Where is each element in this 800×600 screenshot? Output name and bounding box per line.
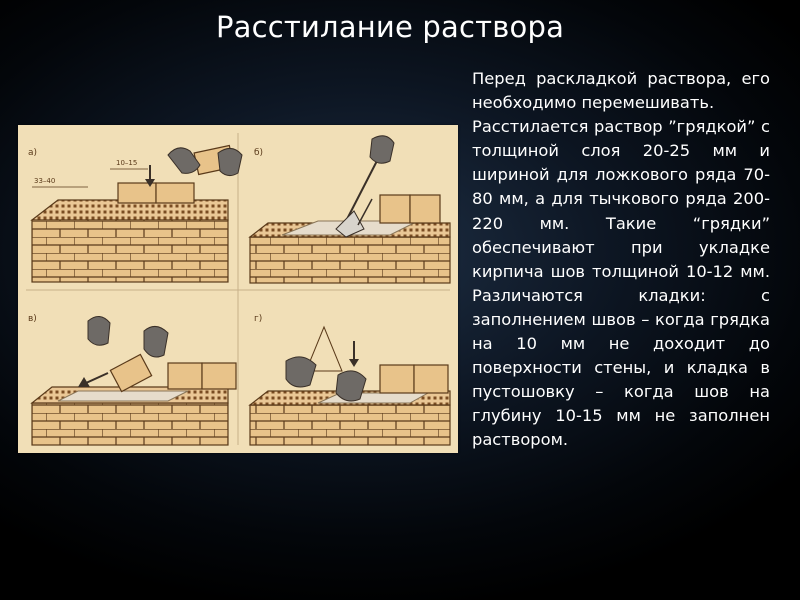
brick-wall: [250, 237, 450, 283]
brick-wall: [32, 220, 228, 282]
panel-d-label: г): [254, 314, 263, 324]
panel-a: [28, 145, 242, 282]
panel-c: [28, 314, 236, 445]
bricklaying-drawing: [18, 125, 458, 453]
panel-c-label: в): [28, 314, 37, 324]
slide-body: [472, 67, 770, 453]
brick: [156, 183, 194, 203]
bricklaying-illustration: [18, 125, 458, 453]
brick: [414, 365, 448, 393]
brick-in-hand: [110, 354, 151, 391]
glove-icon: [370, 136, 394, 163]
dimension-label: 33–40: [34, 177, 56, 185]
brick: [380, 365, 414, 393]
panel-b: [250, 136, 450, 283]
brick: [168, 363, 202, 389]
glove-icon: [144, 326, 168, 357]
slide-title: Расстилание раствора: [215, 10, 565, 44]
glove-icon: [286, 357, 316, 387]
brick-wall: [250, 405, 450, 445]
glove-icon: [88, 316, 110, 345]
mortar-bed: [58, 391, 188, 401]
panel-d: [250, 314, 450, 445]
glove-icon: [168, 148, 200, 174]
dimension-label: 10–15: [116, 159, 138, 167]
arrow-down-icon: [349, 359, 359, 367]
paragraph: Расстилается раствор ”грядкой” с толщиной слоя 20-25 мм и шириной для ложкового ряда 70-80 мм, а для тычкового ряда 200-220 мм. Такие “грядки” обеспечивают при укладке кирпича шов толщиной 10-12 мм. Различаются кладки: с заполнением швов – когда грядка на 10 мм не доходит до поверхности стены, и кладка в пустошовку – когда шов на глубину 10-15 мм не заполнен раствором.: [472, 117, 770, 450]
brick: [380, 195, 410, 223]
glove-icon: [218, 148, 242, 175]
arrow-left-icon: [86, 373, 108, 383]
trowel-handle: [344, 155, 380, 225]
panel-a-label: а): [28, 148, 38, 158]
brick-wall: [32, 403, 228, 445]
brick: [410, 195, 440, 223]
panel-b-label: б): [254, 148, 264, 158]
paragraph: Перед раскладкой раствора, его необходимо перемешивать.: [472, 69, 770, 113]
brick: [202, 363, 236, 389]
